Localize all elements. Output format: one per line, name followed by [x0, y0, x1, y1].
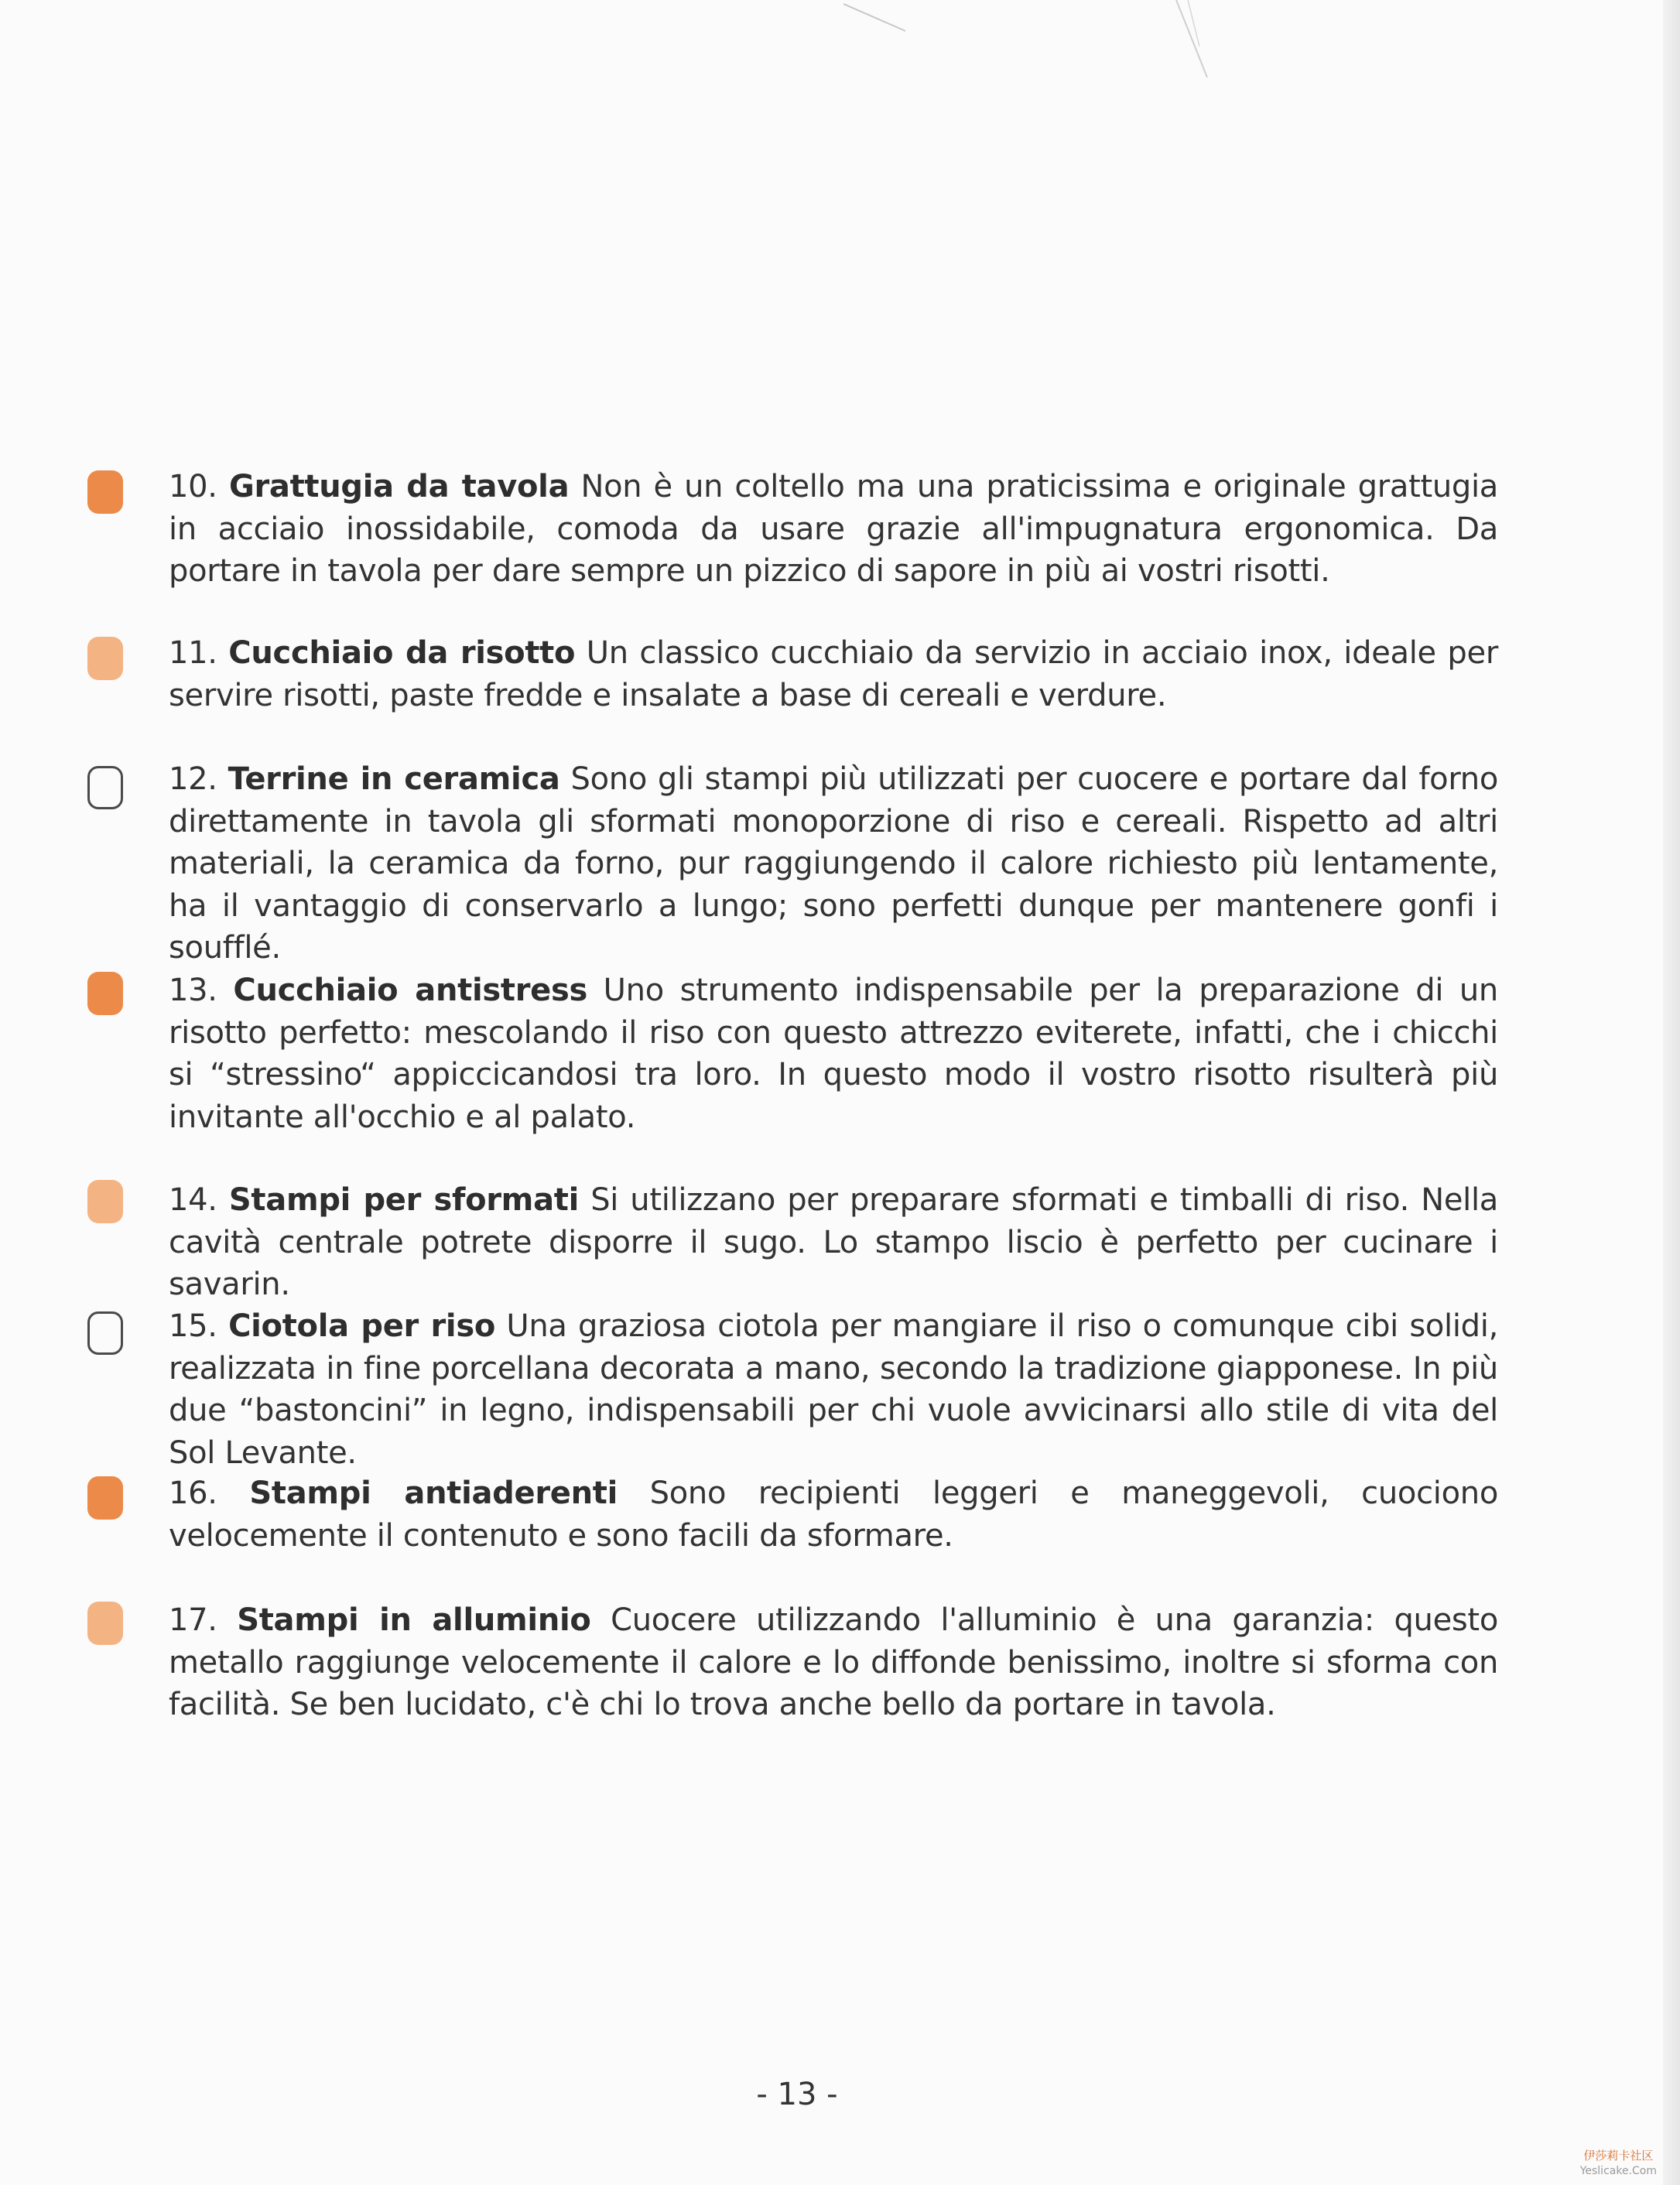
- entry-description: Si utilizzano per preparare sformati e timballi di riso. Nella cavità centrale potrete disporre il sugo. Lo stampo liscio è perfetto per cucinare i savarin.: [169, 1182, 1498, 1302]
- entry-paragraph: [169, 466, 1498, 593]
- entry-paragraph: [169, 632, 1498, 716]
- page-number: - 13 -: [756, 2077, 838, 2112]
- orange-marker-icon: [87, 972, 123, 1015]
- entry-paragraph: [169, 758, 1498, 969]
- light-orange-marker-icon: [87, 1602, 123, 1645]
- orange-marker-icon: [87, 1476, 123, 1520]
- paper-scuff-marks: [843, 0, 1230, 85]
- outline-marker-icon: [87, 766, 123, 809]
- entry-number: 13.: [169, 973, 217, 1008]
- page-edge-shadow: [1663, 0, 1680, 2185]
- light-orange-marker-icon: [87, 637, 123, 680]
- entry-title: Stampi per sformati: [228, 1182, 579, 1218]
- entry-description: Uno strumento indispensabile per la preparazione di un risotto perfetto: mescolando il riso con questo attrezzo eviterete, infatti, che i chicchi si “stressino“ appiccicandosi tra loro. In questo modo il vostro risotto risulterà più invitante all'occhio e al palato.: [169, 973, 1498, 1135]
- entry-description: Un classico cucchiaio da servizio in acciaio inox, ideale per servire risotti, paste fredde e insalate a base di cereali e verdure.: [169, 635, 1498, 713]
- entry-paragraph: [169, 1599, 1498, 1726]
- entry-paragraph: [169, 969, 1498, 1138]
- entry-title: Terrine in ceramica: [228, 761, 560, 797]
- entry-number: 14.: [169, 1182, 217, 1218]
- outline-marker-icon: [87, 1311, 123, 1355]
- watermark: [1580, 2148, 1657, 2179]
- entry-description: Sono gli stampi più utilizzati per cuocere e portare dal forno direttamente in tavola gli sformati monoporzione di riso e cereali. Rispetto ad altri materiali, la ceramica da forno, pur raggiungendo il calore richiesto più lentamente, ha il vantaggio di conservarlo a lungo; sono perfetti dunque per mantenere gonfi i soufflé.: [169, 761, 1498, 966]
- entry-number: 10.: [169, 469, 217, 504]
- entry-description: Cuocere utilizzando l'alluminio è una garanzia: questo metallo raggiunge velocemente il calore e lo diffonde benissimo, inoltre si sforma con facilità. Se ben lucidato, c'è chi lo trova anche bello da portare in tavola.: [169, 1602, 1498, 1722]
- entry-number: 11.: [169, 635, 217, 671]
- entry-title: Cucchiaio antistress: [233, 973, 587, 1008]
- watermark-title: 伊莎莉卡社区: [1583, 2149, 1654, 2163]
- entry-description: Non è un coltello ma una praticissima e originale grattugia in acciaio inossidabile, comoda da usare grazie all'impugnatura ergonomica. Da portare in tavola per dare sempre un pizzico di sapore in più ai vostri risotti.: [169, 469, 1499, 589]
- entry-title: Stampi in alluminio: [237, 1602, 591, 1638]
- orange-marker-icon: [87, 470, 123, 514]
- entry-description: Una graziosa ciotola per mangiare il riso o comunque cibi solidi, realizzata in fine porcellana decorata a mano, secondo la tradizione giapponese. In più due “bastoncini” in legno, indispensabili per chi vuole avvicinarsi allo stile di vita del Sol Levante.: [169, 1308, 1498, 1471]
- entry-number: 15.: [169, 1308, 217, 1344]
- entry-number: 16.: [169, 1475, 217, 1511]
- entry-paragraph: [169, 1179, 1498, 1306]
- entry-number: 17.: [169, 1602, 217, 1638]
- light-orange-marker-icon: [87, 1180, 123, 1223]
- entry-title: Stampi antiaderenti: [249, 1475, 618, 1511]
- entry-title: Cucchiaio da risotto: [228, 635, 576, 671]
- entry-description: Sono recipienti leggeri e maneggevoli, cuociono velocemente il contenuto e sono facili da sformare.: [169, 1475, 1498, 1554]
- entry-number: 12.: [169, 761, 217, 797]
- entry-title: Grattugia da tavola: [228, 469, 570, 504]
- entry-paragraph: [169, 1472, 1498, 1557]
- entry-title: Ciotola per riso: [228, 1308, 496, 1344]
- watermark-site: Yeslicake.Com: [1579, 2165, 1657, 2177]
- entry-paragraph: [169, 1305, 1498, 1474]
